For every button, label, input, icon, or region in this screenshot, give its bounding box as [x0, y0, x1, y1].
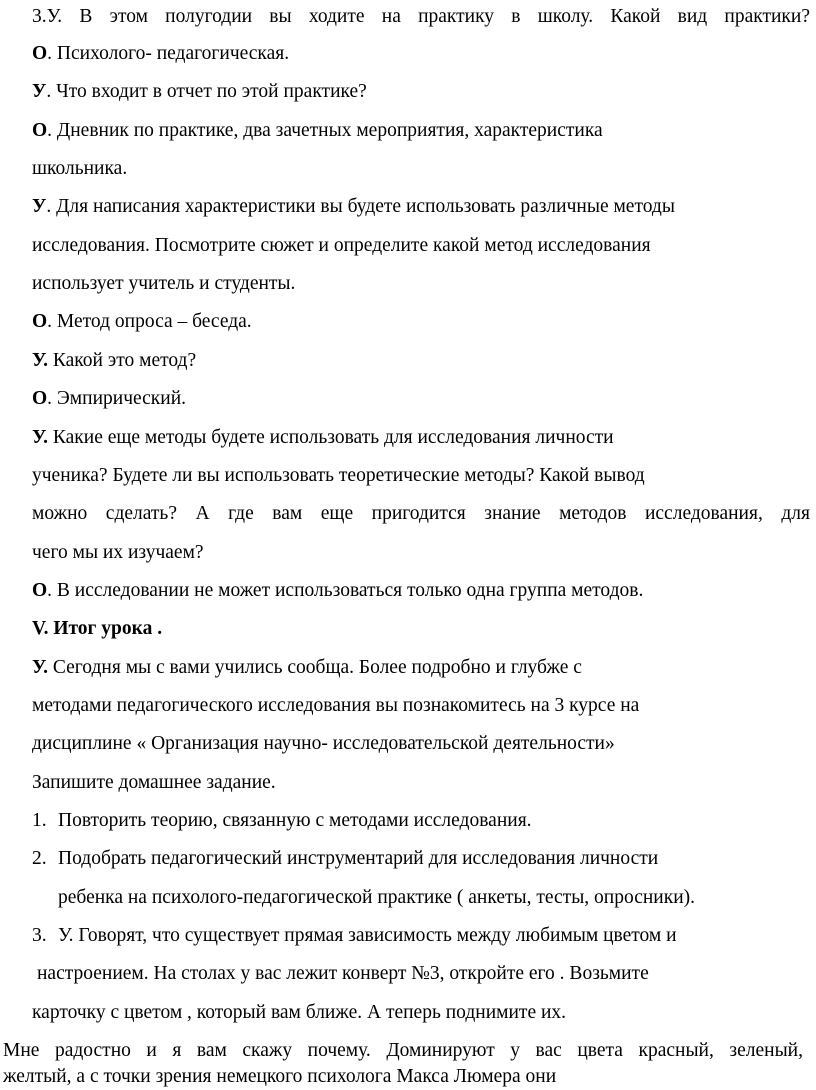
question-line: [32, 348, 196, 374]
list-item-continuation: ребенка на психолого-педагогической практике ( анкеты, тесты, опросники).: [58, 887, 696, 908]
paragraph-line: чего мы их изучаем?: [32, 542, 204, 563]
paragraph-line: Мне радостно и я вам скажу почему. Доминируют у вас цвета красный, зеленый,: [3, 1040, 803, 1061]
line-text: . Дневник по практике, два зачетных мероприятия, характеристика: [47, 120, 603, 141]
question-line: [32, 655, 582, 681]
answer-line: [32, 578, 643, 604]
speaker-label: О: [32, 311, 48, 332]
paragraph-line: 3.У. В этом полугодии вы ходите на практику в школу. Какой вид практики?: [32, 6, 810, 27]
list-number: 1.: [32, 810, 47, 831]
line-text: . Метод опроса – беседа.: [47, 311, 252, 332]
speaker-label: О: [32, 120, 48, 141]
speaker-label: О: [32, 580, 48, 601]
question-line: [32, 425, 614, 451]
paragraph-line: использует учитель и студенты.: [32, 273, 296, 294]
line-text: . Психолого- педагогическая.: [47, 43, 290, 64]
line-text: Сегодня мы с вами учились сообща. Более подробно и глубже с: [48, 657, 582, 678]
section-heading: V. Итог урока .: [32, 618, 163, 639]
line-text: Какой это метод?: [48, 350, 197, 371]
list-item-continuation: карточку с цветом , который вам ближе. А теперь поднимите их.: [32, 1002, 567, 1023]
paragraph-line: методами педагогического исследования вы познакомитесь на 3 курсе на: [32, 695, 640, 716]
speaker-label: У.: [32, 350, 49, 371]
paragraph-line: желтый, а с точки зрения немецкого психолога Макса Люмера они: [3, 1066, 557, 1087]
paragraph-line: дисциплине « Организация научно- исследовательской деятельности»: [32, 733, 615, 754]
paragraph-line: ученика? Будете ли вы использовать теоретические методы? Какой вывод: [32, 465, 645, 486]
list-item: [32, 846, 658, 872]
speaker-label: У.: [32, 657, 49, 678]
line-text: . Эмпирический.: [47, 388, 187, 409]
paragraph-line: исследования. Посмотрите сюжет и определите какой метод исследования: [32, 235, 651, 256]
list-item-continuation: настроением. На столах у вас лежит конверт №3, откройте его . Возьмите: [37, 963, 649, 984]
list-item-text: Повторить теорию, связанную с методами исследования.: [58, 810, 532, 831]
paragraph-line: Запишите домашнее задание.: [32, 772, 276, 793]
list-number: 2.: [32, 848, 47, 869]
line-text: Какие еще методы будете использовать для исследования личности: [48, 427, 614, 448]
line-text: . Что входит в отчет по этой практике?: [46, 81, 367, 102]
question-line: [32, 194, 675, 220]
answer-line: [32, 41, 289, 67]
speaker-label: О: [32, 43, 48, 64]
speaker-label: О: [32, 388, 48, 409]
paragraph-line: можно сделать? А где вам еще пригодится знание методов исследования, для: [32, 503, 810, 524]
paragraph-line: школьника.: [32, 158, 128, 179]
answer-line: [32, 118, 603, 144]
speaker-label: У: [32, 196, 47, 217]
line-text: . Для написания характеристики вы будете использовать различные методы: [46, 196, 675, 217]
answer-line: [32, 309, 252, 335]
list-number: 3.: [32, 925, 47, 946]
list-item: [32, 808, 532, 834]
line-text: . В исследовании не может использоваться только одна группа методов.: [47, 580, 644, 601]
speaker-label: У.: [32, 427, 49, 448]
list-item: [32, 923, 677, 949]
list-item-text: У. Говорят, что существует прямая зависимость между любимым цветом и: [58, 925, 677, 946]
question-line: [32, 79, 367, 105]
answer-line: [32, 386, 186, 412]
speaker-label: У: [32, 81, 47, 102]
list-item-text: Подобрать педагогический инструментарий для исследования личности: [58, 848, 659, 869]
